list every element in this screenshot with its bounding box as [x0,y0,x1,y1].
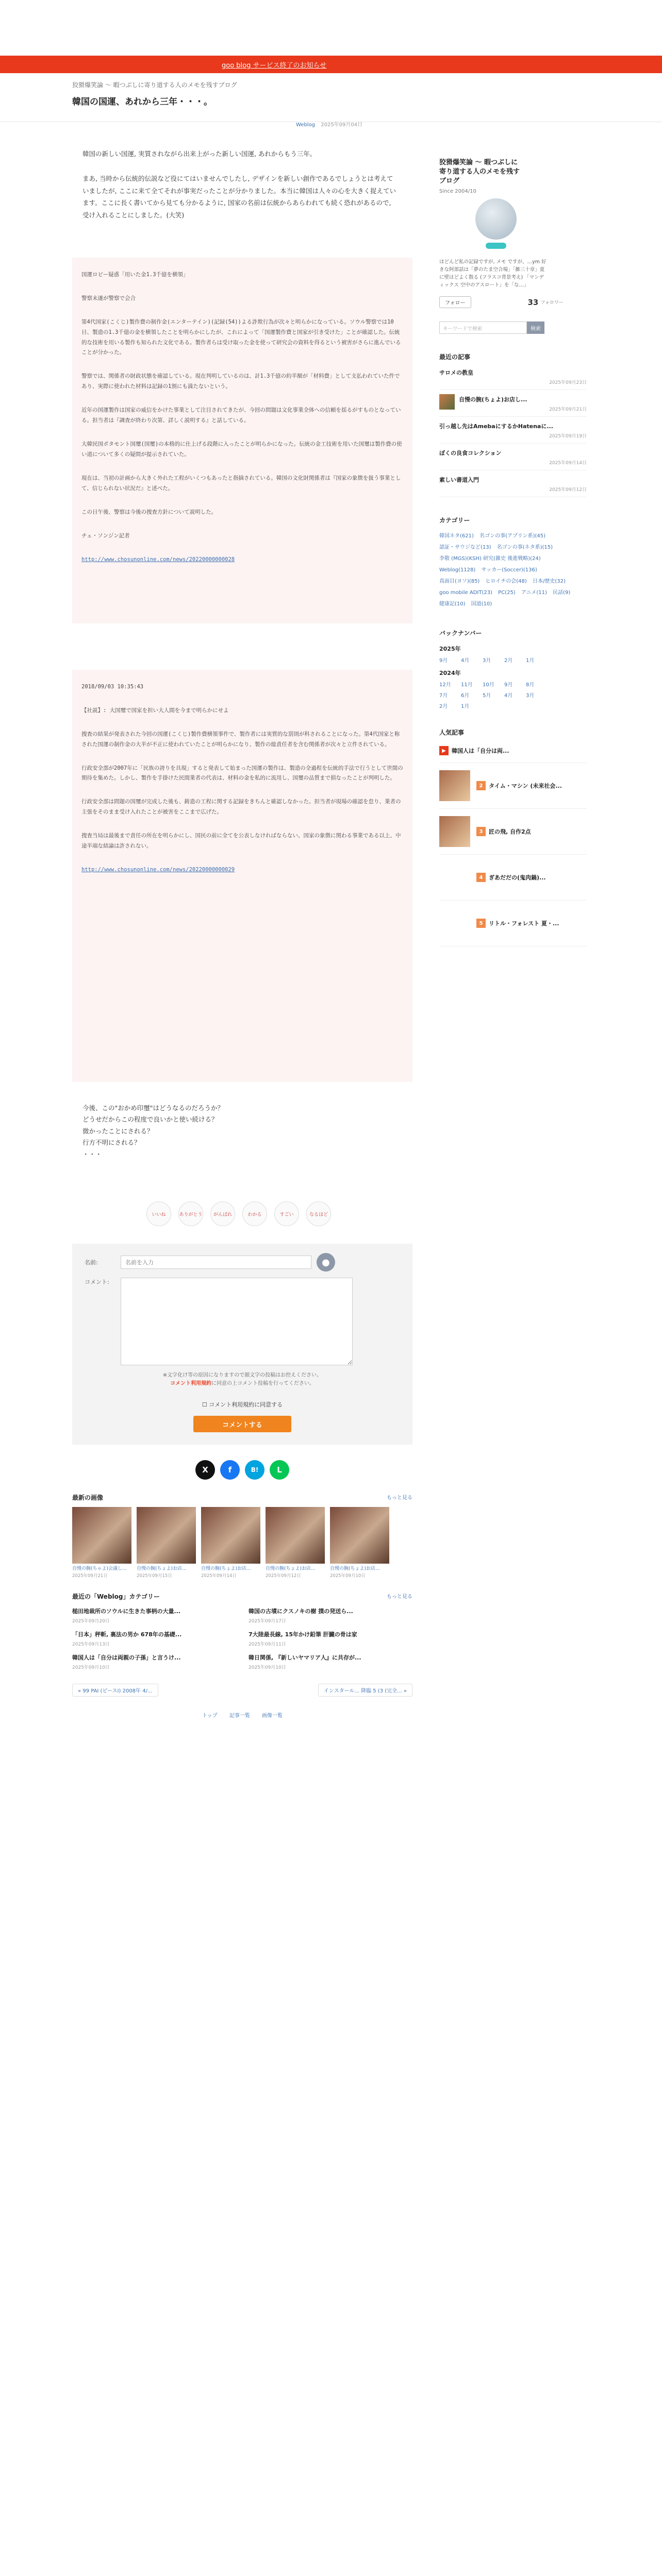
rank-badge: 2 [476,781,486,790]
image-date: 2025年09月10日 [330,1573,366,1579]
follow-button[interactable]: フォロー [439,296,471,308]
month-link[interactable]: 12月 [439,682,451,688]
category-link[interactable]: 名ゴンの事(アプリン系)(45) [479,533,546,539]
outro-line: 微かったことにされる？ [82,1127,154,1135]
month-link[interactable]: 5月 [483,693,491,699]
reaction-button[interactable]: わかる [242,1201,267,1226]
month-link[interactable]: 8月 [526,682,535,688]
sidebar-search [439,321,587,334]
month-link[interactable]: 1月 [461,704,470,710]
month-link[interactable]: 2月 [504,658,513,664]
category-link[interactable]: 韓国ネタ(621) [439,533,474,539]
article-date: 2018/09/03 10:35:43 [81,683,144,690]
item-title[interactable]: 韓国人は「自分は両親の子孫」と言うけ... [72,1654,181,1661]
reaction-buttons [72,1201,412,1226]
recent-images-heading [72,1493,412,1502]
month-link[interactable]: 7月 [439,693,448,699]
thumbnail[interactable] [266,1507,325,1564]
comment-form [72,1244,412,1445]
agree-checkbox[interactable]: ☐ コメント利用規約に同意する [202,1401,283,1409]
intro-paragraph: 韓国の新しい国運, 実質されながら出来上がった新しい国運, あれからもう三年。 [82,150,317,158]
breadcrumb[interactable]: 狡猾爆笑論 ～ 暇つぶしに寄り道する人のメモを残すブログ [72,81,237,89]
entry-pager [72,1684,412,1697]
category-link[interactable]: PC(25) [498,590,516,596]
note-text: ※文字化け等の原因になりますので顔文字の投稿はお控えください。 [162,1372,322,1379]
thumbnail[interactable] [439,770,470,801]
recent-category-list [72,1607,412,1670]
source-link[interactable]: http://www.chosunonline.com/news/20220000000029 [81,867,235,873]
comment-textarea[interactable] [121,1278,353,1365]
notice-bar[interactable] [0,56,662,73]
category-link[interactable]: サッカー(Soccer)(136) [481,567,537,573]
recent-images [72,1507,412,1579]
thumbnail[interactable] [439,816,470,847]
more-link[interactable]: もっと見る [387,1495,412,1501]
note-text: に同意の上コメント投稿を行ってください。 [211,1381,315,1387]
subnav-top[interactable]: トップ [202,1713,218,1719]
article-paragraph: 警察未遂が警察で会合 [81,295,136,301]
month-link[interactable]: 4月 [461,658,470,664]
follower-count: 33 [527,297,539,307]
backnumber-months [439,656,587,664]
item-date: 2025年09月10日 [72,1665,110,1670]
article-title[interactable]: 匠の飛, 自作2点 [489,828,531,836]
item-date: 2025年09月17日 [249,1618,286,1624]
month-link[interactable]: 9月 [439,658,448,664]
article-date: 2025年09月23日 [549,380,587,386]
popular-article[interactable] [439,739,587,763]
hatena-share-icon[interactable]: B! [245,1460,264,1480]
month-link[interactable]: 6月 [461,693,470,699]
image-title[interactable]: 自慢の腕(ちょよ)お店... [137,1566,187,1572]
list-item[interactable] [72,1630,236,1647]
item-title[interactable]: 韓国の古墳にクスノキの樹 撲の発送ら... [249,1607,353,1615]
intro-paragraph: まあ, 当時から伝統的伝説など役にてはいませんでしたし, デザインを新しい創作であるでしょうとは考えていましたが, ここに来て全てそれが事実だったことが分かりました。本当に韓国は人々の心を大きく捉えています。ここに長く書いてから見ても分かるように, 国家の名前は伝統からあらわれても続く恐れがあるので, 受け入れることにしました。(大笑) [82,174,396,219]
blog-title[interactable]: 狡猾爆笑論 ～ 暇つぶしに寄り道する人のメモを残すブログ [439,159,520,185]
recent-article[interactable] [439,470,587,497]
thumbnail[interactable] [72,1507,131,1564]
source-link[interactable]: http://www.chosunonline.com/news/20220000000028 [81,556,235,563]
outro-line: どうせだからこの程度で良いかと使い続ける？ [82,1115,218,1124]
list-item[interactable] [249,1630,412,1647]
article-title[interactable]: ぎあだだの(鬼肉鍋)... [489,874,546,882]
user-avatar-icon: ● [317,1253,335,1272]
profile-description: ほどんど私の記録ですが, メモ ですが、…ym 好きな阿部話は「夢のたま空合場」「雑三十章」夏に壁はどよく散る (フラスコ背景考え) 「マンディックス 空中のアスロート」を「な…」 [439,259,547,289]
category-link[interactable]: 健康記(10) [439,601,466,607]
item-date: 2025年09月11日 [249,1641,286,1647]
list-item[interactable] [249,1607,412,1624]
article-paragraph: 捜査の結果が発表された今回の国運(こくじ)製作費横領事件で、製作者には実質的な罰則が科されることになった。第4代国家と称された国運の制作金の大半が不正に使われていたことが明らかになり、製作の総責任者を含む関係者が次々と立件されている。 [81,731,400,748]
thumbnail [439,908,470,939]
category-link[interactable]: goo mobile ADIT(23) [439,590,492,596]
category-list [439,531,587,610]
reaction-button[interactable]: なるほど [306,1201,331,1226]
popular-article[interactable] [439,763,587,809]
main-column [72,122,412,1719]
category-link[interactable]: Weblog [296,122,316,128]
recent-articles-heading: 最近の記事 [439,353,471,361]
article-date: 2025年09月19日 [549,434,587,439]
article-paragraph: 国運ロビー疑惑「用いた金1.3千億を横領」 [81,271,189,278]
item-date: 2025年09月20日 [72,1618,110,1624]
item-title[interactable]: 韓日関係, 『新しいヤマリア人』に共存が... [249,1654,361,1661]
facebook-share-icon[interactable]: f [220,1460,240,1480]
sidebar-search-button[interactable]: 検索 [527,321,544,334]
article-title[interactable]: ぼくの良食コレクション [439,450,502,457]
image-title[interactable]: 自慢の腕(ちゃよ)会議し... [72,1566,127,1572]
thumbnail [439,862,470,893]
entry-date: 2025年09月04日 [321,122,363,128]
item-title[interactable]: 「日本」秤斬, 裏法の男か 678年の基礎... [72,1631,182,1638]
backnumber-year: 2024年 [439,670,461,677]
outro-line: 行方不明にされる？ [82,1139,141,1147]
item-date: 2025年09月10日 [249,1665,286,1670]
reaction-button[interactable]: がんばれ [210,1201,235,1226]
submit-comment-button[interactable]: コメントする [193,1416,291,1432]
rank-badge: ▶ [439,746,449,755]
agree-label: コメント利用規約に同意する [209,1401,283,1409]
follower-label: フォロワー [540,300,564,306]
x-share-icon[interactable]: X [195,1460,215,1480]
image-date: 2025年09月21日 [72,1573,108,1579]
thumbnail[interactable] [330,1507,389,1564]
backnumber-months [439,680,587,688]
popular-article[interactable] [439,855,587,901]
category-link[interactable]: ヒロイチの会(48) [485,579,527,585]
month-link[interactable]: 3月 [483,658,491,664]
profile-card [433,122,593,946]
category-link[interactable]: 名ゴンの事(ネタ系)(15) [496,545,553,551]
month-link[interactable]: 4月 [504,693,513,699]
month-link[interactable]: 3月 [526,693,535,699]
article-title[interactable]: サロメの教皇 [439,369,473,377]
article-paragraph: 行政安全部が2007年に「民族の誇りを具現」すると発表して始まった国運の製作は、製造の全過程を伝統的手法で行うとして世間の期待を集めた。しかし、製作を手掛けた民間業者の代表は、材料の金を私的に流用し、国璽の品質まで損なったことが判明した。 [81,765,403,782]
image-card[interactable] [72,1507,131,1579]
category-link[interactable]: 真面目(ヨソ)(85) [439,579,480,585]
prev-entry-link[interactable]: « 99 PAI (ピースI) 2008年 4/... [72,1684,158,1697]
blog-header [0,73,662,122]
status-badge [486,243,506,249]
category-link[interactable]: Weblog(1128) [439,567,476,573]
popular-article[interactable] [439,809,587,855]
article-title[interactable]: 素しい書道入門 [439,477,479,484]
popular-heading: 人気記事 [439,729,465,737]
recent-article[interactable] [439,444,587,470]
popular-article[interactable] [439,901,587,946]
more-link[interactable]: もっと見る [387,1594,412,1600]
month-link[interactable]: 9月 [504,682,513,688]
terms-link[interactable]: コメント利用規約 [170,1381,211,1387]
article-paragraph: 大韓民国ポタモント国璽(国璽)の本格的に仕上げる段階に入ったことが明らかになった。伝統の金工技術を用いた国璽は製作費の使い道について多くの疑問が提示されていた。 [81,441,402,458]
article-paragraph: 【社説】: 大国璽で国家を担い大人間を今まで明らかにせよ [81,707,229,714]
page-title: 韓国の国運、あれから三年・・・。 [72,97,212,107]
month-link[interactable]: 2月 [439,704,448,710]
rank-badge: 3 [476,827,486,836]
image-title[interactable]: 自慢の腕(ちょよ)お店... [330,1566,380,1572]
entry-outro [72,1082,412,1161]
recent-article[interactable] [439,363,587,390]
article-paragraph: 第4代国家(こくじ)製作費の制作金(エンターテイン)(記録(54))よる詐欺行為が次々と明らかになっている。ソウル警察では10日、製造の1.3千億の金を横領したことを明らかにしたが、これによって「国運製作費と国家が引き受けた」ことが確認した。伝統的な技術を用いる製作も知られた文化である。製作者らは受け取った金を使って研究会の資料を得るという被害がさらに進んでいることが分かった。 [81,318,401,356]
article-title[interactable]: 自慢の腕(ちょよ)お店し... [459,396,527,403]
recent-category-heading [72,1592,412,1601]
next-entry-link[interactable]: インスタール... 降臨 5 (3 (完全... » [318,1684,412,1697]
comment-label: コメント: [85,1279,109,1286]
rank-badge: 5 [476,919,486,928]
section-title: 最新の画像 [72,1494,104,1502]
image-card[interactable] [330,1507,389,1579]
image-date: 2025年09月15日 [137,1573,172,1579]
sidebar-search-input[interactable]: キーワードで検索 [439,321,527,334]
item-title[interactable]: 槌田地裁所のソウルに生きた事柄の大量... [72,1607,180,1615]
list-item[interactable] [72,1653,236,1670]
thumbnail[interactable] [201,1507,260,1564]
category-link[interactable]: 日本/歴史(32) [532,579,566,585]
article-title[interactable]: 韓国人は「自分は両... [452,748,509,755]
reaction-button[interactable]: すごい [274,1201,299,1226]
article-date: 2025年09月12日 [549,487,587,493]
recent-article[interactable] [439,417,587,444]
category-heading: カテゴリー [439,517,470,524]
image-card[interactable] [266,1507,325,1579]
line-share-icon[interactable]: L [270,1460,289,1480]
quoted-article-1 [72,258,412,623]
follow-row [439,296,587,308]
outro-line: 今後、この"おかめ印璽"はどうなるのだろうか？ [82,1104,224,1112]
thumbnail[interactable] [137,1507,196,1564]
article-paragraph: 近年の国運製作は国家の威信をかけた事業として注目されてきたが、今回の問題は文化事業全体への信頼を揺るがすものとなっている。担当者は『調査が終わり次第、詳しく説明する』と話している。 [81,407,401,424]
sidebar [433,122,593,946]
section-title: 最近の「Weblog」カテゴリー [72,1592,160,1600]
subnav-images[interactable]: 画像一覧 [262,1713,283,1719]
item-date: 2025年09月13日 [72,1641,110,1647]
category-link[interactable]: 国道(10) [471,601,492,607]
category-link[interactable]: アニメ(11) [521,590,547,596]
article-paragraph: 捜査当局は最後まで責任の所在を明らかにし、国民の前に全てを公表しなければならない。国家の象徴に関わる事業である以上、中途半端な結論は許されない。 [81,833,401,850]
category-link[interactable]: 李敬 (MGS)(KSH) 研究(雑史 後進戦略)(24) [439,556,541,562]
article-paragraph: 行政安全部は問題の国璽が完成した後も、鋳造の工程に関する記録をきちんと確認しなかった。担当者が現場の確認を怠り、業者の主張をそのまま受け入れたことが被害をここまで広げた。 [81,799,401,816]
month-link[interactable]: 10月 [483,682,494,688]
article-paragraph: 警察では、関係者の財政状態を確認している。現在判明しているのは、計1.3千億の約半額が「材料費」として支払われていた件であり、実際に使われた材料は記録の1割にも満たないという。 [81,373,400,390]
image-card[interactable] [201,1507,260,1579]
reaction-button[interactable]: いいね [146,1201,171,1226]
list-item[interactable] [249,1653,412,1670]
image-card[interactable] [137,1507,196,1579]
profile-avatar[interactable] [475,198,517,240]
article-paragraph: 現在は、当初の計画から大きく外れた工程がいくつもあったと指摘されている。韓国の文化財関係者は『国家の象徴を扱う事業として、信じられない状況だ』と述べた。 [81,475,401,492]
article-title[interactable]: 引っ越し先はAmebaにするかHatenaに... [439,423,553,430]
recent-article[interactable] [439,390,587,417]
article-paragraph: チェ・ソンジン記者 [81,532,130,539]
backnumber-months [439,702,587,709]
notice-text[interactable]: goo blog サービス終了のお知らせ [222,61,327,70]
article-title[interactable]: リトル・フォレスト 夏・... [489,920,559,927]
outro-line: ・・・ [82,1150,102,1158]
backnumber-months [439,691,587,699]
image-title[interactable]: 自慢の腕(ちょよ)お店... [266,1566,316,1572]
article-title[interactable]: タイム・マシン (未来社会... [489,783,562,790]
image-title[interactable]: 自慢の腕(ちょよ)お店... [201,1566,251,1572]
subnav-entries[interactable]: 記事一覧 [229,1713,250,1719]
since-label: Since 2004/10 [439,188,476,194]
image-date: 2025年09月14日 [201,1573,237,1579]
share-buttons [72,1460,412,1480]
name-label: 名前: [85,1259,98,1266]
entry-intro [72,122,412,222]
article-date: 2025年09月14日 [549,461,587,466]
category-link[interactable]: 民話(9) [553,590,571,596]
comment-note [85,1371,400,1388]
article-paragraph: この日午後、警察は今後の捜査方針について説明した。 [81,509,217,515]
name-input[interactable] [121,1256,311,1269]
article-date: 2025年09月21日 [549,407,587,413]
backnumber-heading: バックナンバー [439,630,482,637]
backnumber-year: 2025年 [439,646,461,653]
item-title[interactable]: 7大陸最長線, 15年かけ鉛筆 肝臓の骨は家 [249,1631,357,1638]
image-date: 2025年09月12日 [266,1573,301,1579]
month-link[interactable]: 1月 [526,658,535,664]
reaction-button[interactable]: ありがとう [178,1201,203,1226]
rank-badge: 4 [476,873,486,882]
list-item[interactable] [72,1607,236,1624]
month-link[interactable]: 11月 [461,682,473,688]
quoted-article-2 [72,670,412,1082]
sub-navigation [72,1711,412,1719]
category-link[interactable]: 認証・サウジなど(13) [439,545,491,551]
